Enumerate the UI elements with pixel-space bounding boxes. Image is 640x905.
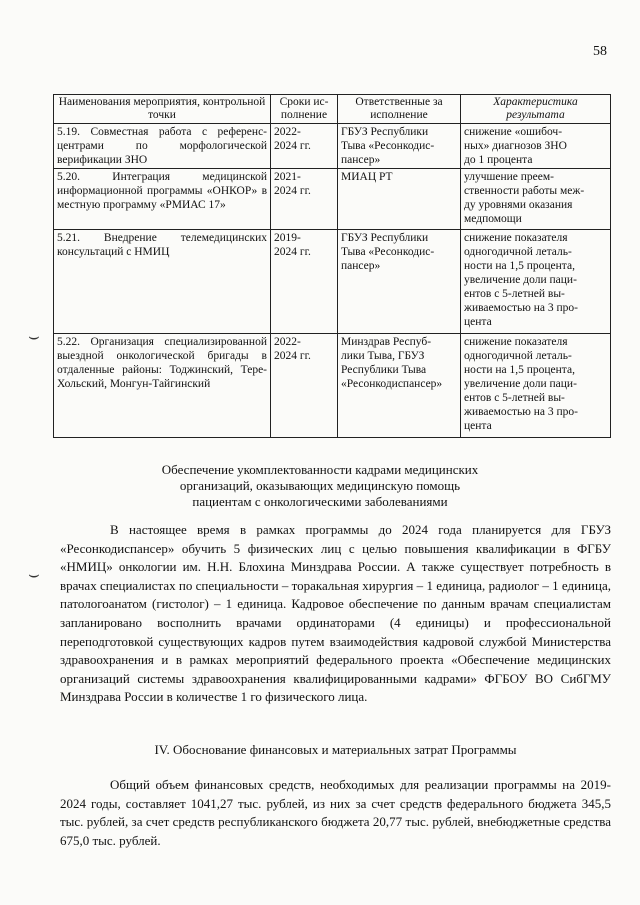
header-result: Характеристика результата	[461, 95, 611, 124]
activity-responsible: МИАЦ РТ	[338, 169, 461, 230]
activity-result: снижение показателя одногодичной леталь- ности на 1,5 процента, увеличение доли паци- ентов с 5-летней вы- живаемостью на 3 про- цента	[461, 334, 611, 438]
header-responsible: Ответственные за исполнение	[338, 95, 461, 124]
activity-term: 2021- 2024 гг.	[271, 169, 338, 230]
activity-term: 2022- 2024 гг.	[271, 334, 338, 438]
activity-result: снижение «ошибоч- ных» диагнозов ЗНО до 1 процента	[461, 124, 611, 169]
header-activity-name: Наименования мероприятия, контрольной точки	[54, 95, 271, 124]
activity-name: 5.20. Интеграция медицинской информационной программы «ОНКОР» в местную программу «РМИАС 17»	[54, 169, 271, 230]
activity-term: 2019- 2024 гг.	[271, 230, 338, 334]
activity-responsible: ГБУЗ Республики Тыва «Ресонкодис- пансер»	[338, 124, 461, 169]
header-term: Сроки ис- полнение	[271, 95, 338, 124]
table-row	[54, 334, 611, 438]
activity-result: улучшение преем- ственности работы меж- ду уровнями оказания медпомощи	[461, 169, 611, 230]
activities-table	[53, 94, 611, 438]
table-row	[54, 124, 611, 169]
activity-term: 2022- 2024 гг.	[271, 124, 338, 169]
activity-responsible: ГБУЗ Республики Тыва «Ресонкодис- пансер»	[338, 230, 461, 334]
activity-name: 5.21. Внедрение телемедицинских консультаций с НМИЦ	[54, 230, 271, 334]
activity-name: 5.19. Совместная работа с референс-центрами по морфологической верификации ЗНО	[54, 124, 271, 169]
activity-result: снижение показателя одногодичной леталь- ности на 1,5 процента, увеличение доли паци- ентов с 5-летней вы- живаемостью на 3 про- цента	[461, 230, 611, 334]
staffing-section-title: Обеспечение укомплектованности кадрами медицинских организаций, оказывающих медицинскую помощь пациентам с онкологическими заболеваниями	[161, 462, 479, 509]
table-row	[54, 230, 611, 334]
margin-mark: ⌣	[28, 326, 40, 346]
activity-responsible: Минздрав Респуб- лики Тыва, ГБУЗ Республики Тыва «Ресонкодиспансер»	[338, 334, 461, 438]
finance-section-title: IV. Обоснование финансовых и материальных затрат Программы	[154, 742, 517, 757]
page-number: 58	[593, 44, 607, 59]
activity-name: 5.22. Организация специализированной выездной онкологической бригады в отдаленные районы: Тоджинский, Тере-Хольский, Монгун-Тайгинский	[54, 334, 271, 438]
margin-mark: ⌣	[28, 564, 40, 584]
finance-paragraph: Общий объем финансовых средств, необходимых для реализации программы на 2019-2024 годы, составляет 1041,27 тыс. рублей, из них за счет средств федерального бюджета 345,5 тыс. рублей, за счет средств республиканского бюджета 20,77 тыс. рублей, внебюджетные средства 675,0 тыс. рублей.	[60, 777, 611, 848]
staffing-paragraph: В настоящее время в рамках программы до 2024 года планируется для ГБУЗ «Ресонкодиспансер» обучить 5 физических лиц с целью повышения квалификации в ФГБУ «НМИЦ» онкологии им. Н.Н. Блохина Минздрава России. А также существует потребность в врачах специалистах по специальности – торакальная хирургия – 1 единица, радиолог – 1 единица, патологоанатом (гистолог) – 1 единица. Кадровое обеспечение по данным врачам специалистам запланировано восполнить врачами ординаторами (4 единицы) и профессиональной переподготовкой существующих кадров путем взаимодействия кадровой службой Министерства здравоохранения и в рамках мероприятий федерального проекта «Обеспечение медицинских организаций системы здравоохранения квалифицированными кадрами» ФГБОУ ВО СибГМУ Минздрава России в количестве 1 го физического лица.	[60, 522, 611, 705]
table-row	[54, 169, 611, 230]
table-header-row	[54, 95, 611, 124]
